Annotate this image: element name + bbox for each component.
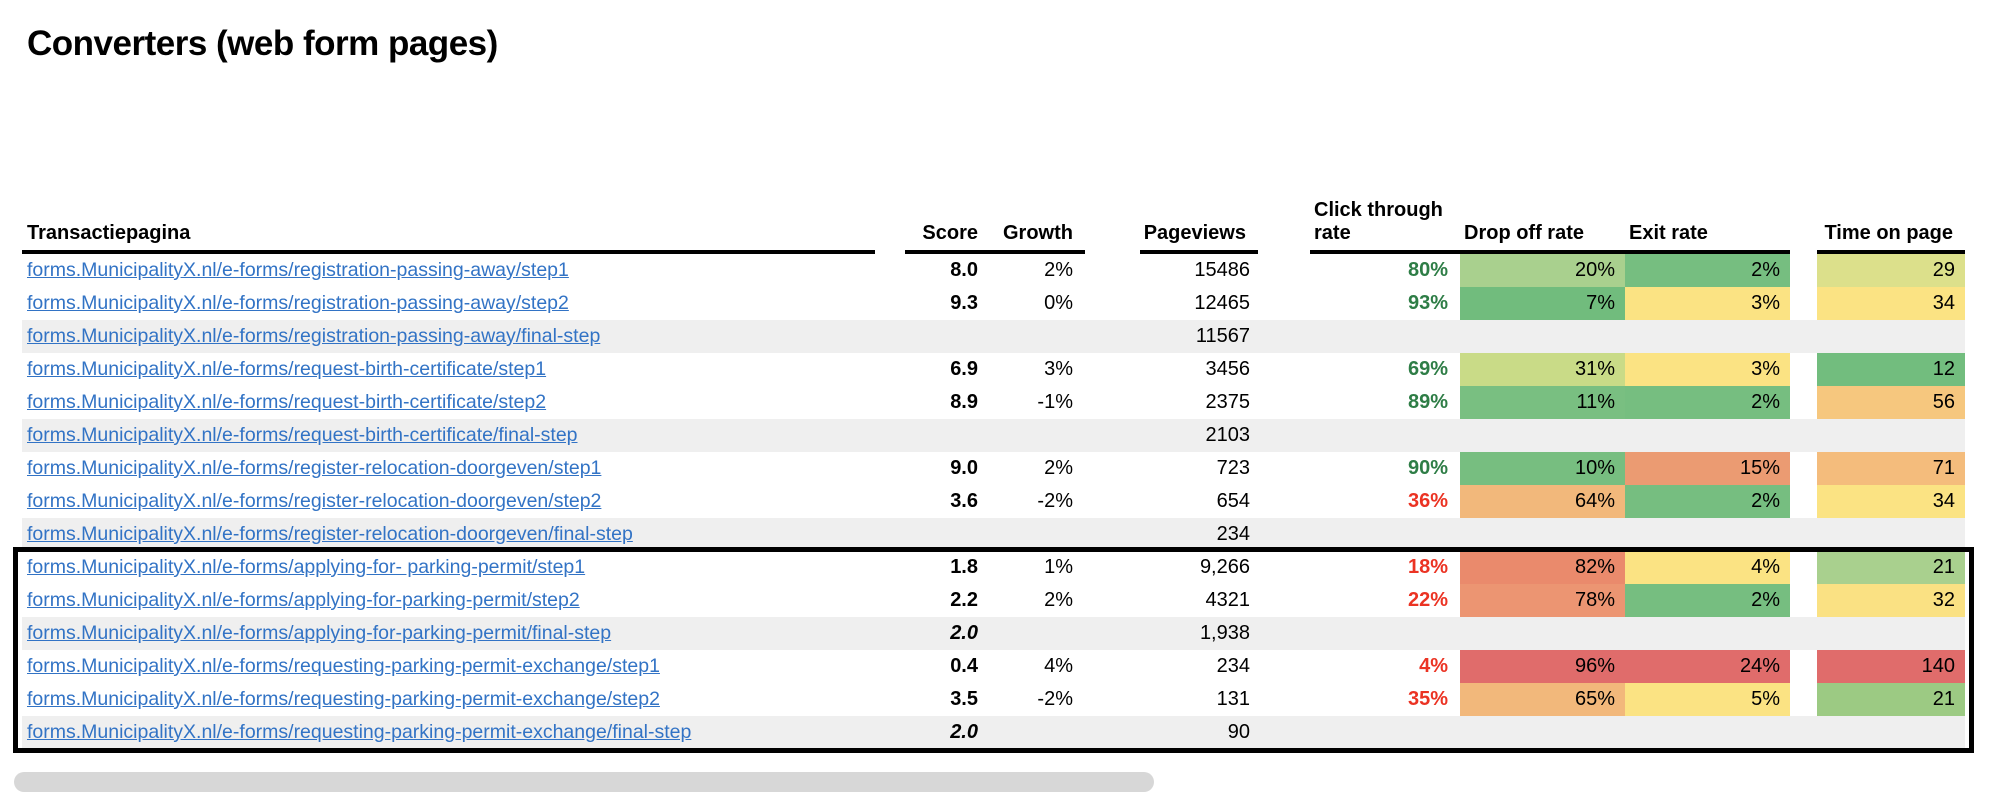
score-cell: 3.5 (950, 688, 978, 710)
column-header-transactiepagina: Transactiepagina (22, 190, 875, 254)
column-gap (1085, 617, 1140, 650)
page-url-cell (22, 320, 905, 353)
exit-rate-cell: 2% (1625, 254, 1790, 287)
pageviews-cell: 131 (1216, 688, 1250, 710)
score-cell: 9.3 (950, 292, 978, 314)
time-on-page-cell: 21 (1817, 551, 1965, 584)
column-gap (1790, 551, 1817, 584)
drop-off-rate-cell: 11% (1460, 386, 1625, 419)
drop-off-rate-cell (1460, 518, 1625, 551)
click-through-rate-cell (1310, 419, 1460, 452)
exit-rate-cell (1625, 419, 1790, 452)
click-through-rate-cell: 18% (1407, 556, 1448, 578)
pageviews-cell: 1,938 (1199, 622, 1250, 644)
score-cell: 8.9 (950, 391, 978, 413)
exit-rate-cell (1625, 716, 1790, 749)
column-gap (1258, 551, 1310, 584)
click-through-rate-cell: 35% (1407, 688, 1448, 710)
growth-cell: -2% (1037, 688, 1073, 710)
column-gap (1258, 584, 1310, 617)
page-url-cell (22, 617, 905, 650)
column-gap (1258, 518, 1310, 551)
time-on-page-cell (1817, 320, 1965, 353)
page-link[interactable]: forms.MunicipalityX.nl/e-forms/registration-passing-away/step1 (27, 259, 569, 281)
exit-rate-cell: 4% (1625, 551, 1790, 584)
column-gap (1790, 617, 1817, 650)
table-row (22, 254, 1965, 287)
growth-cell: 1% (1044, 556, 1073, 578)
table-row (22, 716, 1965, 749)
time-on-page-cell: 32 (1817, 584, 1965, 617)
table-row (22, 320, 1965, 353)
column-gap (1790, 386, 1817, 419)
column-gap (1258, 617, 1310, 650)
score-cell: 3.6 (950, 490, 978, 512)
page-link[interactable]: forms.MunicipalityX.nl/e-forms/register-relocation-doorgeven/final-step (27, 523, 633, 545)
time-on-page-cell: 29 (1817, 254, 1965, 287)
column-gap (1258, 452, 1310, 485)
growth-cell: -1% (1037, 391, 1073, 413)
page-link[interactable]: forms.MunicipalityX.nl/e-forms/request-birth-certificate/final-step (27, 424, 578, 446)
page-link[interactable]: forms.MunicipalityX.nl/e-forms/register-relocation-doorgeven/step2 (27, 490, 602, 512)
drop-off-rate-cell: 20% (1460, 254, 1625, 287)
column-gap (1790, 190, 1817, 254)
click-through-rate-cell (1310, 320, 1460, 353)
exit-rate-cell (1625, 617, 1790, 650)
column-gap (1258, 254, 1310, 287)
column-gap (1085, 386, 1140, 419)
score-cell: 1.8 (950, 556, 978, 578)
column-header-time-on-page: Time on page (1817, 190, 1965, 254)
page-url-cell (22, 419, 905, 452)
click-through-rate-cell (1310, 617, 1460, 650)
column-gap (1085, 320, 1140, 353)
page-url-cell (22, 551, 905, 584)
page-url-cell (22, 353, 905, 386)
exit-rate-cell (1625, 518, 1790, 551)
click-through-rate-cell: 69% (1407, 358, 1448, 380)
page-url-cell (22, 518, 905, 551)
column-gap (1790, 320, 1817, 353)
table-row (22, 518, 1965, 551)
time-on-page-cell: 21 (1817, 683, 1965, 716)
drop-off-rate-cell: 64% (1460, 485, 1625, 518)
pageviews-cell: 3456 (1205, 358, 1250, 380)
growth-cell: 2% (1044, 259, 1073, 281)
page-link[interactable]: forms.MunicipalityX.nl/e-forms/request-birth-certificate/step1 (27, 358, 547, 380)
time-on-page-cell (1817, 419, 1965, 452)
column-gap (1258, 320, 1310, 353)
column-gap (1085, 551, 1140, 584)
column-header-click-through-rate: Click through rate (1310, 190, 1460, 254)
page-url-cell (22, 650, 905, 683)
score-cell: 6.9 (950, 358, 978, 380)
page-url-cell (22, 254, 905, 287)
score-cell (905, 419, 990, 452)
column-gap (1085, 584, 1140, 617)
growth-cell: 0% (1044, 292, 1073, 314)
table-row (22, 683, 1965, 716)
pageviews-cell: 2375 (1205, 391, 1250, 413)
click-through-rate-cell: 90% (1407, 457, 1448, 479)
table-row (22, 419, 1965, 452)
column-header-pageviews: Pageviews (1140, 190, 1258, 254)
time-on-page-cell: 140 (1817, 650, 1965, 683)
table-row (22, 485, 1965, 518)
time-on-page-cell (1817, 716, 1965, 749)
column-gap (1085, 485, 1140, 518)
column-gap (1790, 584, 1817, 617)
page-link[interactable]: forms.MunicipalityX.nl/e-forms/request-birth-certificate/step2 (27, 391, 547, 413)
table-row (22, 617, 1965, 650)
column-gap (1790, 254, 1817, 287)
horizontal-scrollbar-thumb[interactable] (14, 772, 1154, 792)
page-link[interactable]: forms.MunicipalityX.nl/e-forms/registration-passing-away/final-step (27, 325, 601, 347)
column-gap (1258, 716, 1310, 749)
drop-off-rate-cell (1460, 617, 1625, 650)
time-on-page-cell: 34 (1817, 287, 1965, 320)
time-on-page-cell: 34 (1817, 485, 1965, 518)
growth-cell (990, 419, 1085, 452)
column-gap (1790, 650, 1817, 683)
pageviews-cell: 654 (1216, 490, 1250, 512)
column-header-score: Score (905, 190, 990, 254)
exit-rate-cell: 24% (1625, 650, 1790, 683)
click-through-rate-cell (1310, 518, 1460, 551)
drop-off-rate-cell: 96% (1460, 650, 1625, 683)
column-gap (1258, 485, 1310, 518)
click-through-rate-cell: 93% (1407, 292, 1448, 314)
time-on-page-cell: 56 (1817, 386, 1965, 419)
growth-cell: -2% (1037, 490, 1073, 512)
page-url-cell (22, 683, 905, 716)
growth-cell: 3% (1044, 358, 1073, 380)
drop-off-rate-cell: 65% (1460, 683, 1625, 716)
page-link[interactable]: forms.MunicipalityX.nl/e-forms/requesting-parking-permit-exchange/step2 (27, 688, 660, 710)
column-gap (1258, 190, 1310, 254)
exit-rate-cell: 15% (1625, 452, 1790, 485)
column-gap (1085, 452, 1140, 485)
column-gap (1085, 683, 1140, 716)
column-header-exit-rate: Exit rate (1625, 190, 1790, 254)
score-cell: 8.0 (950, 259, 978, 281)
drop-off-rate-cell: 82% (1460, 551, 1625, 584)
growth-cell (990, 617, 1085, 650)
drop-off-rate-cell: 78% (1460, 584, 1625, 617)
growth-cell: 2% (1044, 589, 1073, 611)
pageviews-cell: 9,266 (1199, 556, 1250, 578)
score-cell (905, 320, 990, 353)
drop-off-rate-cell: 10% (1460, 452, 1625, 485)
page-url-cell (22, 287, 905, 320)
column-gap (1258, 287, 1310, 320)
column-gap (1085, 353, 1140, 386)
click-through-rate-cell: 22% (1407, 589, 1448, 611)
growth-cell (990, 518, 1085, 551)
table-row (22, 386, 1965, 419)
column-header-drop-off-rate: Drop off rate (1460, 190, 1625, 254)
click-through-rate-cell (1310, 716, 1460, 749)
column-gap (1258, 353, 1310, 386)
time-on-page-cell (1817, 518, 1965, 551)
converters-table (22, 190, 1965, 749)
drop-off-rate-cell: 7% (1460, 287, 1625, 320)
time-on-page-cell: 12 (1817, 353, 1965, 386)
column-gap (1085, 287, 1140, 320)
column-gap (1085, 650, 1140, 683)
table-row (22, 584, 1965, 617)
exit-rate-cell: 3% (1625, 287, 1790, 320)
column-gap (1790, 716, 1817, 749)
table-row (22, 551, 1965, 584)
column-gap (1790, 287, 1817, 320)
page-url-cell (22, 716, 905, 749)
exit-rate-cell: 5% (1625, 683, 1790, 716)
column-gap (1258, 683, 1310, 716)
column-gap (1085, 716, 1140, 749)
pageviews-cell: 15486 (1194, 259, 1250, 281)
growth-cell (990, 716, 1085, 749)
growth-cell (990, 320, 1085, 353)
column-gap (1790, 353, 1817, 386)
score-cell: 0.4 (950, 655, 978, 677)
exit-rate-cell: 3% (1625, 353, 1790, 386)
page-link[interactable]: forms.MunicipalityX.nl/e-forms/applying-for- parking-permit/step1 (27, 556, 586, 578)
pageviews-cell: 234 (1216, 655, 1250, 677)
column-header-growth: Growth (990, 190, 1085, 254)
click-through-rate-cell: 89% (1407, 391, 1448, 413)
pageviews-cell: 234 (1216, 523, 1250, 545)
column-gap (1790, 683, 1817, 716)
table-header-row (22, 190, 1965, 254)
page-url-cell (22, 584, 905, 617)
column-gap (1790, 518, 1817, 551)
pageviews-cell: 11567 (1195, 325, 1250, 347)
column-gap (1258, 386, 1310, 419)
time-on-page-cell: 71 (1817, 452, 1965, 485)
page-title: Converters (web form pages) (27, 24, 498, 63)
page-url-cell (22, 485, 905, 518)
pageviews-cell: 12465 (1194, 292, 1250, 314)
page-link[interactable]: forms.MunicipalityX.nl/e-forms/applying-for-parking-permit/final-step (27, 622, 612, 644)
exit-rate-cell: 2% (1625, 386, 1790, 419)
drop-off-rate-cell (1460, 320, 1625, 353)
click-through-rate-cell: 80% (1407, 259, 1448, 281)
column-gap (1085, 419, 1140, 452)
page-url-cell (22, 386, 905, 419)
drop-off-rate-cell: 31% (1460, 353, 1625, 386)
page-link[interactable]: forms.MunicipalityX.nl/e-forms/requesting-parking-permit-exchange/step1 (27, 655, 660, 677)
table-body (22, 254, 1965, 749)
score-cell: 2.0 (950, 721, 978, 743)
growth-cell: 4% (1044, 655, 1073, 677)
table-row (22, 287, 1965, 320)
click-through-rate-cell: 4% (1419, 655, 1448, 677)
pageviews-cell: 2103 (1205, 424, 1250, 446)
column-gap (1790, 452, 1817, 485)
column-gap (1085, 254, 1140, 287)
table-row (22, 353, 1965, 386)
exit-rate-cell: 2% (1625, 584, 1790, 617)
exit-rate-cell (1625, 320, 1790, 353)
growth-cell: 2% (1044, 457, 1073, 479)
table-row (22, 452, 1965, 485)
drop-off-rate-cell (1460, 716, 1625, 749)
column-gap (1790, 419, 1817, 452)
column-gap (1790, 485, 1817, 518)
column-gap (1258, 650, 1310, 683)
page-url-cell (22, 452, 905, 485)
exit-rate-cell: 2% (1625, 485, 1790, 518)
drop-off-rate-cell (1460, 419, 1625, 452)
pageviews-cell: 90 (1227, 721, 1250, 743)
time-on-page-cell (1817, 617, 1965, 650)
page-link[interactable]: forms.MunicipalityX.nl/e-forms/requesting-parking-permit-exchange/final-step (27, 721, 692, 743)
score-cell: 9.0 (950, 457, 978, 479)
pageviews-cell: 4321 (1205, 589, 1250, 611)
column-gap (1085, 190, 1140, 254)
score-cell: 2.2 (950, 589, 978, 611)
score-cell (905, 518, 990, 551)
score-cell: 2.0 (950, 622, 978, 644)
click-through-rate-cell: 36% (1407, 490, 1448, 512)
column-gap (1258, 419, 1310, 452)
page-link[interactable]: forms.MunicipalityX.nl/e-forms/registration-passing-away/step2 (27, 292, 569, 314)
page-link[interactable]: forms.MunicipalityX.nl/e-forms/applying-for-parking-permit/step2 (27, 589, 580, 611)
pageviews-cell: 723 (1216, 457, 1250, 479)
page-link[interactable]: forms.MunicipalityX.nl/e-forms/register-relocation-doorgeven/step1 (27, 457, 602, 479)
column-gap (1085, 518, 1140, 551)
table-row (22, 650, 1965, 683)
